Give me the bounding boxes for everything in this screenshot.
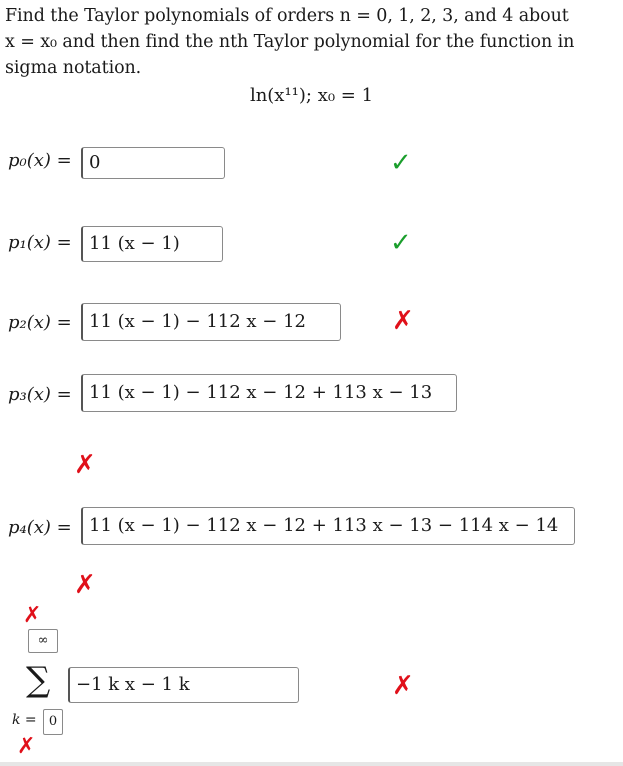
summand-input[interactable]: −1 k x − 1 k — [68, 667, 299, 703]
bottom-divider — [0, 762, 623, 766]
sum-lower-limit-input[interactable]: 0 — [43, 709, 63, 735]
summand-incorrect-x-icon: ✗ — [392, 671, 414, 701]
p2-answer-input[interactable]: 11 (x − 1) − 112 x − 12 — [81, 303, 341, 341]
p0-answer-input[interactable]: 0 — [81, 147, 225, 179]
prompt-line-1: Find the Taylor polynomials of orders n = 0, 1, 2, 3, and 4 about — [5, 6, 569, 26]
p3-incorrect-x-icon: ✗ — [74, 450, 96, 480]
p0-label: p₀(x) = — [8, 150, 72, 171]
summation-sigma-symbol: ∑ — [26, 660, 51, 700]
question-prompt — [5, 3, 613, 81]
p1-correct-check-icon: ✓ — [390, 228, 412, 258]
sum-index-label: k = — [12, 712, 37, 728]
p0-correct-check-icon: ✓ — [390, 148, 412, 178]
p3-answer-input[interactable]: 11 (x − 1) − 112 x − 12 + 113 x − 13 — [81, 374, 457, 412]
p4-label: p₄(x) = — [8, 517, 72, 538]
p2-incorrect-x-icon: ✗ — [392, 306, 414, 336]
upper-limit-incorrect-x-icon: ✗ — [23, 603, 42, 628]
p3-label: p₃(x) = — [8, 384, 72, 405]
p4-incorrect-x-icon: ✗ — [74, 570, 96, 600]
prompt-line-2: x = x₀ and then find the nth Taylor polynomial for the function in — [5, 32, 575, 52]
p1-label: p₁(x) = — [8, 232, 72, 253]
sum-upper-limit-input[interactable]: ∞ — [28, 629, 58, 653]
prompt-line-3: sigma notation. — [5, 58, 142, 78]
p2-label: p₂(x) = — [8, 312, 72, 333]
p1-answer-input[interactable]: 11 (x − 1) — [81, 226, 223, 262]
p4-answer-input[interactable]: 11 (x − 1) − 112 x − 12 + 113 x − 13 − 114 x − 14 — [81, 507, 575, 545]
lower-limit-incorrect-x-icon: ✗ — [17, 734, 36, 759]
function-formula: ln(x¹¹); x₀ = 1 — [249, 85, 374, 106]
